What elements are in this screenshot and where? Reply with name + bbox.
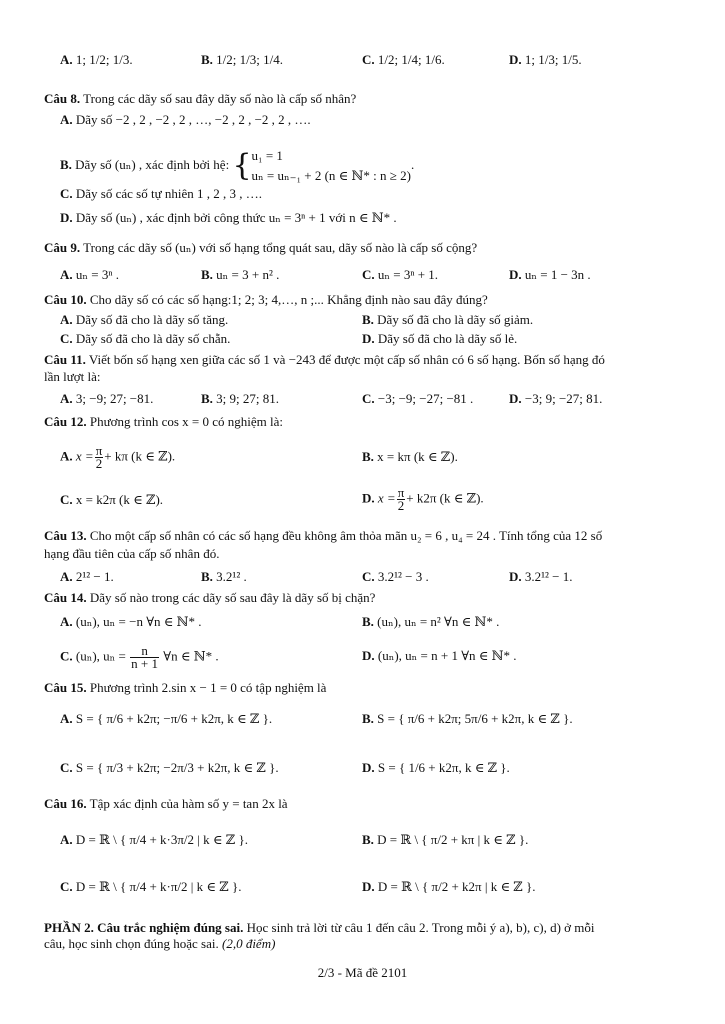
- q15-option-d: D. S = { 1/6 + k2π, k ∈ ℤ }.: [362, 760, 510, 775]
- part2-heading: PHẦN 2. Câu trắc nghiệm đúng sai. Học sinh trả lời từ câu 1 đến câu 2. Trong mỗi ý a), b), c), d) ở mỗi: [44, 920, 595, 935]
- q10-option-a: A. Dãy số đã cho là dãy số tăng.: [60, 312, 229, 327]
- q8-option-d: D. Dãy số (uₙ) , xác định bởi công thức uₙ = 3ⁿ + 1 với n ∈ ℕ* .: [60, 210, 397, 225]
- part2-heading-cont: câu, học sinh chọn đúng hoặc sai. (2,0 điểm): [44, 936, 276, 951]
- q9-option-b: B. uₙ = 3 + n² .: [201, 267, 280, 282]
- q12-option-d: D. x = $\frac{\pi}{2}$ + k2π (k ∈ ℤ).: [362, 485, 484, 513]
- q8-option-b: B. Dãy số (uₙ) , xác định bởi hệ: { u₁ = 1 uₙ = uₙ₋₁ + 2 (n ∈ ℕ* : n ≥ 2) .: [60, 148, 415, 183]
- q9-option-c: C. uₙ = 3ⁿ + 1.: [362, 267, 439, 282]
- q12-option-b: B. x = kπ (k ∈ ℤ).: [362, 449, 458, 464]
- q16-option-a: A. D = ℝ \ { π/4 + k·3π/2 | k ∈ ℤ }.: [60, 832, 248, 847]
- q16-option-b: B. D = ℝ \ { π/2 + kπ | k ∈ ℤ }.: [362, 832, 529, 847]
- q9-stem: Câu 9. Trong các dãy số (uₙ) với số hạng tổng quát sau, dãy số nào là cấp số cộng?: [44, 240, 478, 255]
- q14-option-a: A. (uₙ), uₙ = −n ∀n ∈ ℕ* .: [60, 614, 202, 629]
- q12-stem: Câu 12. Phương trình cos x = 0 có nghiệm là:: [44, 414, 283, 429]
- q7-option-c: C. 1/2; 1/4; 1/6.: [362, 52, 445, 67]
- q11-option-b: B. 3; 9; 27; 81.: [201, 391, 280, 406]
- q7-option-a: A. 1; 1/2; 1/3.: [60, 52, 133, 67]
- q9-option-d: D. uₙ = 1 − 3n .: [509, 267, 591, 282]
- q16-stem: Câu 16. Tập xác định của hàm số y = tan 2x là: [44, 796, 288, 811]
- q11-option-d: D. −3; 9; −27; 81.: [509, 391, 603, 406]
- q10-option-c: C. Dãy số đã cho là dãy số chẵn.: [60, 331, 231, 346]
- q15-stem: Câu 15. Phương trình 2.sin x − 1 = 0 có tập nghiệm là: [44, 680, 327, 695]
- q13-option-d: D. 3.2¹² − 1.: [509, 569, 573, 584]
- q15-option-a: A. S = { π/6 + k2π; −π/6 + k2π, k ∈ ℤ }.: [60, 711, 273, 726]
- q12-option-c: C. x = k2π (k ∈ ℤ).: [60, 492, 164, 507]
- q8-option-a: A. Dãy số −2 , 2 , −2 , 2 , …, −2 , 2 , −2 , 2 , ….: [60, 112, 311, 127]
- q8-option-c: C. Dãy số các số tự nhiên 1 , 2 , 3 , ….: [60, 186, 263, 201]
- q15-option-b: B. S = { π/6 + k2π; 5π/6 + k2π, k ∈ ℤ }.: [362, 711, 573, 726]
- q11-option-a: A. 3; −9; 27; −81.: [60, 391, 154, 406]
- q14-option-d: D. (uₙ), uₙ = n + 1 ∀n ∈ ℕ* .: [362, 648, 517, 663]
- q11-stem: Câu 11. Viết bốn số hạng xen giữa các số 1 và −243 để được một cấp số nhân có 6 số hạng. Bốn số hạng đó: [44, 352, 605, 367]
- q10-option-b: B. Dãy số đã cho là dãy số giảm.: [362, 312, 534, 327]
- q13-option-c: C. 3.2¹² − 3 .: [362, 569, 429, 584]
- q11-stem-cont: lần lượt là:: [44, 369, 101, 384]
- q14-stem: Câu 14. Dãy số nào trong các dãy số sau đây là dãy số bị chặn?: [44, 590, 376, 605]
- q16-option-d: D. D = ℝ \ { π/2 + k2π | k ∈ ℤ }.: [362, 879, 536, 894]
- q16-option-c: C. D = ℝ \ { π/4 + k·π/2 | k ∈ ℤ }.: [60, 879, 242, 894]
- q12-option-a: A. x = $\frac{\pi}{2}$ + kπ (k ∈ ℤ).: [60, 443, 176, 471]
- q13-stem-cont: hạng đầu tiên của cấp số nhân đó.: [44, 546, 220, 561]
- q7-option-d: D. 1; 1/3; 1/5.: [509, 52, 582, 67]
- q9-option-a: A. uₙ = 3ⁿ .: [60, 267, 119, 282]
- q11-option-c: C. −3; −9; −27; −81 .: [362, 391, 474, 406]
- q7-option-b: B. 1/2; 1/3; 1/4.: [201, 52, 283, 67]
- q10-stem: Câu 10. Cho dãy số có các số hạng:1; 2; 3; 4,…, n ;... Khẳng định nào sau đây đúng?: [44, 292, 488, 307]
- q8-stem: Câu 8. Trong các dãy số sau đây dãy số nào là cấp số nhân?: [44, 91, 357, 106]
- q13-option-b: B. 3.2¹² .: [201, 569, 247, 584]
- q10-option-d: D. Dãy số đã cho là dãy số lẻ.: [362, 331, 518, 346]
- q15-option-c: C. S = { π/3 + k2π; −2π/3 + k2π, k ∈ ℤ }.: [60, 760, 279, 775]
- q14-option-b: B. (uₙ), uₙ = n² ∀n ∈ ℕ* .: [362, 614, 500, 629]
- q14-option-c: C. (uₙ), uₙ = $\frac{n}{n + 1}$ ∀n ∈ ℕ* .: [60, 643, 219, 671]
- page-footer: 2/3 - Mã đề 2101: [317, 965, 408, 980]
- q13-stem: Câu 13. Cho một cấp số nhân có các số hạng đều không âm thỏa mãn u₂ = 6 , u₄ = 24 . Tính tổng của 12 số: [44, 528, 603, 543]
- q13-option-a: A. 2¹² − 1.: [60, 569, 114, 584]
